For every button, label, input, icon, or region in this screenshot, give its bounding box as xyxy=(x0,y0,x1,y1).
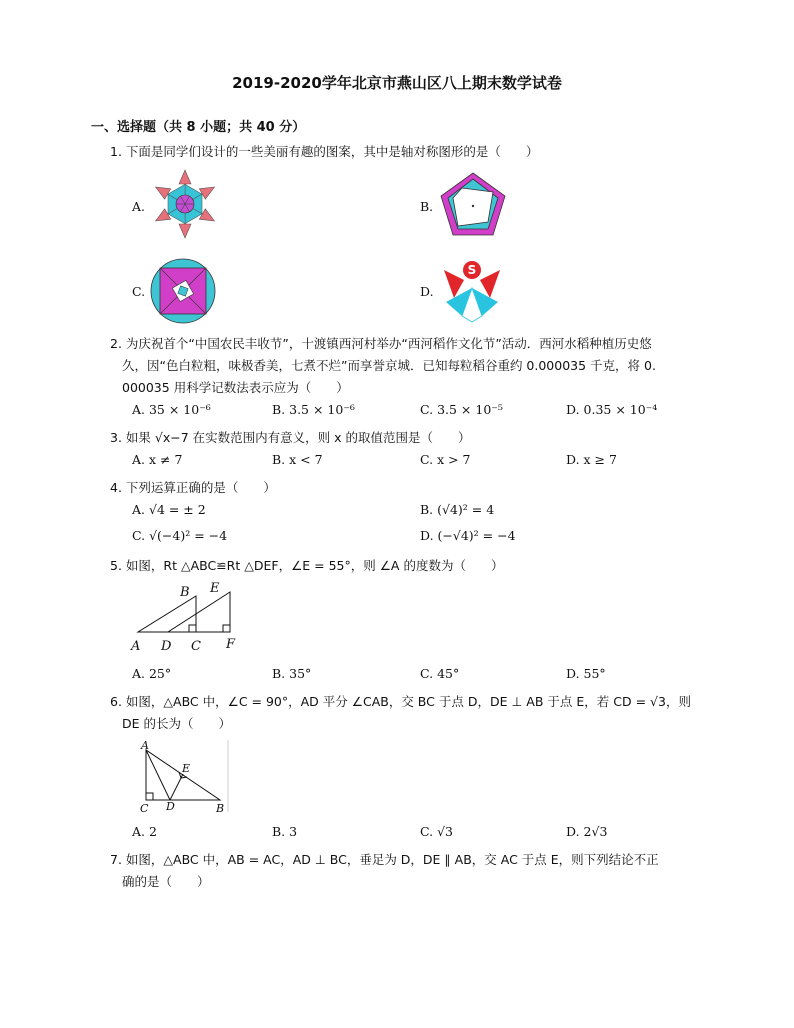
q5-label-d: D xyxy=(161,639,172,654)
q2-stem-line1: 2. 为庆祝首个“中国农民丰收节”，十渡镇西河村举办“西河稻作文化节”活动．西河水稻种植历史悠 xyxy=(110,336,652,351)
q6-triangle-figure xyxy=(138,740,234,818)
q2-option-c: C. 3.5 × 10⁻⁵ xyxy=(420,402,503,417)
q6-option-d: D. 2√3 xyxy=(566,824,608,839)
q6-label-c: C xyxy=(140,802,149,815)
q5-triangles-figure xyxy=(130,582,250,654)
q5-option-b: B. 35° xyxy=(272,666,312,681)
q5-option-a: A. 25° xyxy=(132,666,172,681)
q6-label-e: E xyxy=(182,762,191,775)
q1-option-d-label: D. xyxy=(420,284,434,299)
q1-option-c-label: C. xyxy=(132,284,146,299)
q2-stem-line3: 000035 用科学记数法表示应为（ ） xyxy=(122,380,349,395)
q6-option-c: C. √3 xyxy=(420,824,453,839)
q3-stem: 3. 如果 √x−7 在实数范围内有意义，则 x 的取值范围是（ ） xyxy=(110,430,471,445)
q1-option-a-label: A. xyxy=(132,199,146,214)
q6-option-a: A. 2 xyxy=(132,824,157,839)
q4-option-c: C. √(−4)² = −4 xyxy=(132,528,228,543)
page-title: 2019-2020学年北京市燕山区八上期末数学试卷 xyxy=(232,74,562,92)
q6-label-b: B xyxy=(216,802,225,815)
q4-option-a: A. √4 = ± 2 xyxy=(132,502,206,517)
q3-option-d: D. x ≥ 7 xyxy=(566,452,617,467)
pattern-a-figure xyxy=(150,170,220,238)
q7-stem-line2: 确的是（ ） xyxy=(122,874,210,889)
q4-option-d: D. (−√4)² = −4 xyxy=(420,528,516,543)
pattern-c-figure xyxy=(150,258,216,324)
q4-option-b: B. (√4)² = 4 xyxy=(420,502,495,517)
q5-stem: 5. 如图，Rt △ABC≌Rt △DEF，∠E = 55°，则 ∠A 的度数为（ ） xyxy=(110,558,504,573)
q7-stem-line1: 7. 如图，△ABC 中，AB = AC，AD ⊥ BC，垂足为 D，DE ∥ AB，交 AC 于点 E，则下列结论不正 xyxy=(110,852,659,867)
q3-option-c: C. x > 7 xyxy=(420,452,471,467)
section-heading: 一、选择题（共 8 小题；共 40 分） xyxy=(91,120,306,135)
q3-option-b: B. x < 7 xyxy=(272,452,323,467)
q1-stem: 1. 下面是同学们设计的一些美丽有趣的图案，其中是轴对称图形的是（ ） xyxy=(110,144,539,159)
q3-option-a: A. x ≠ 7 xyxy=(132,452,183,467)
q5-label-f: F xyxy=(226,637,236,652)
q5-label-e: E xyxy=(210,581,220,596)
q2-option-d: D. 0.35 × 10⁻⁴ xyxy=(566,402,658,417)
pattern-b-figure xyxy=(440,172,506,236)
q5-label-c: C xyxy=(191,639,201,654)
q5-label-a: A xyxy=(131,639,141,654)
q5-label-b: B xyxy=(180,585,190,600)
q5-option-c: C. 45° xyxy=(420,666,460,681)
q6-stem-line1: 6. 如图，△ABC 中，∠C = 90°，AD 平分 ∠CAB，交 BC 于点 D，DE ⊥ AB 于点 E，若 CD = √3，则 xyxy=(110,694,691,709)
svg-text:S: S xyxy=(467,263,477,277)
q5-option-d: D. 55° xyxy=(566,666,606,681)
q2-stem-line2: 久，因“色白粒粗，味极香美，七煮不烂”而享誉京城．已知每粒稻谷重约 0.000035 千克，将 0. xyxy=(122,358,656,373)
q6-option-b: B. 3 xyxy=(272,824,298,839)
q1-option-b-label: B. xyxy=(420,199,434,214)
q2-option-a: A. 35 × 10⁻⁶ xyxy=(132,402,211,417)
q6-label-d: D xyxy=(166,800,175,813)
q6-label-a: A xyxy=(141,739,149,752)
q4-stem: 4. 下列运算正确的是（ ） xyxy=(110,480,276,495)
pattern-d-figure xyxy=(440,258,504,324)
q6-stem-line2: DE 的长为（ ） xyxy=(122,716,231,731)
q2-option-b: B. 3.5 × 10⁻⁶ xyxy=(272,402,355,417)
